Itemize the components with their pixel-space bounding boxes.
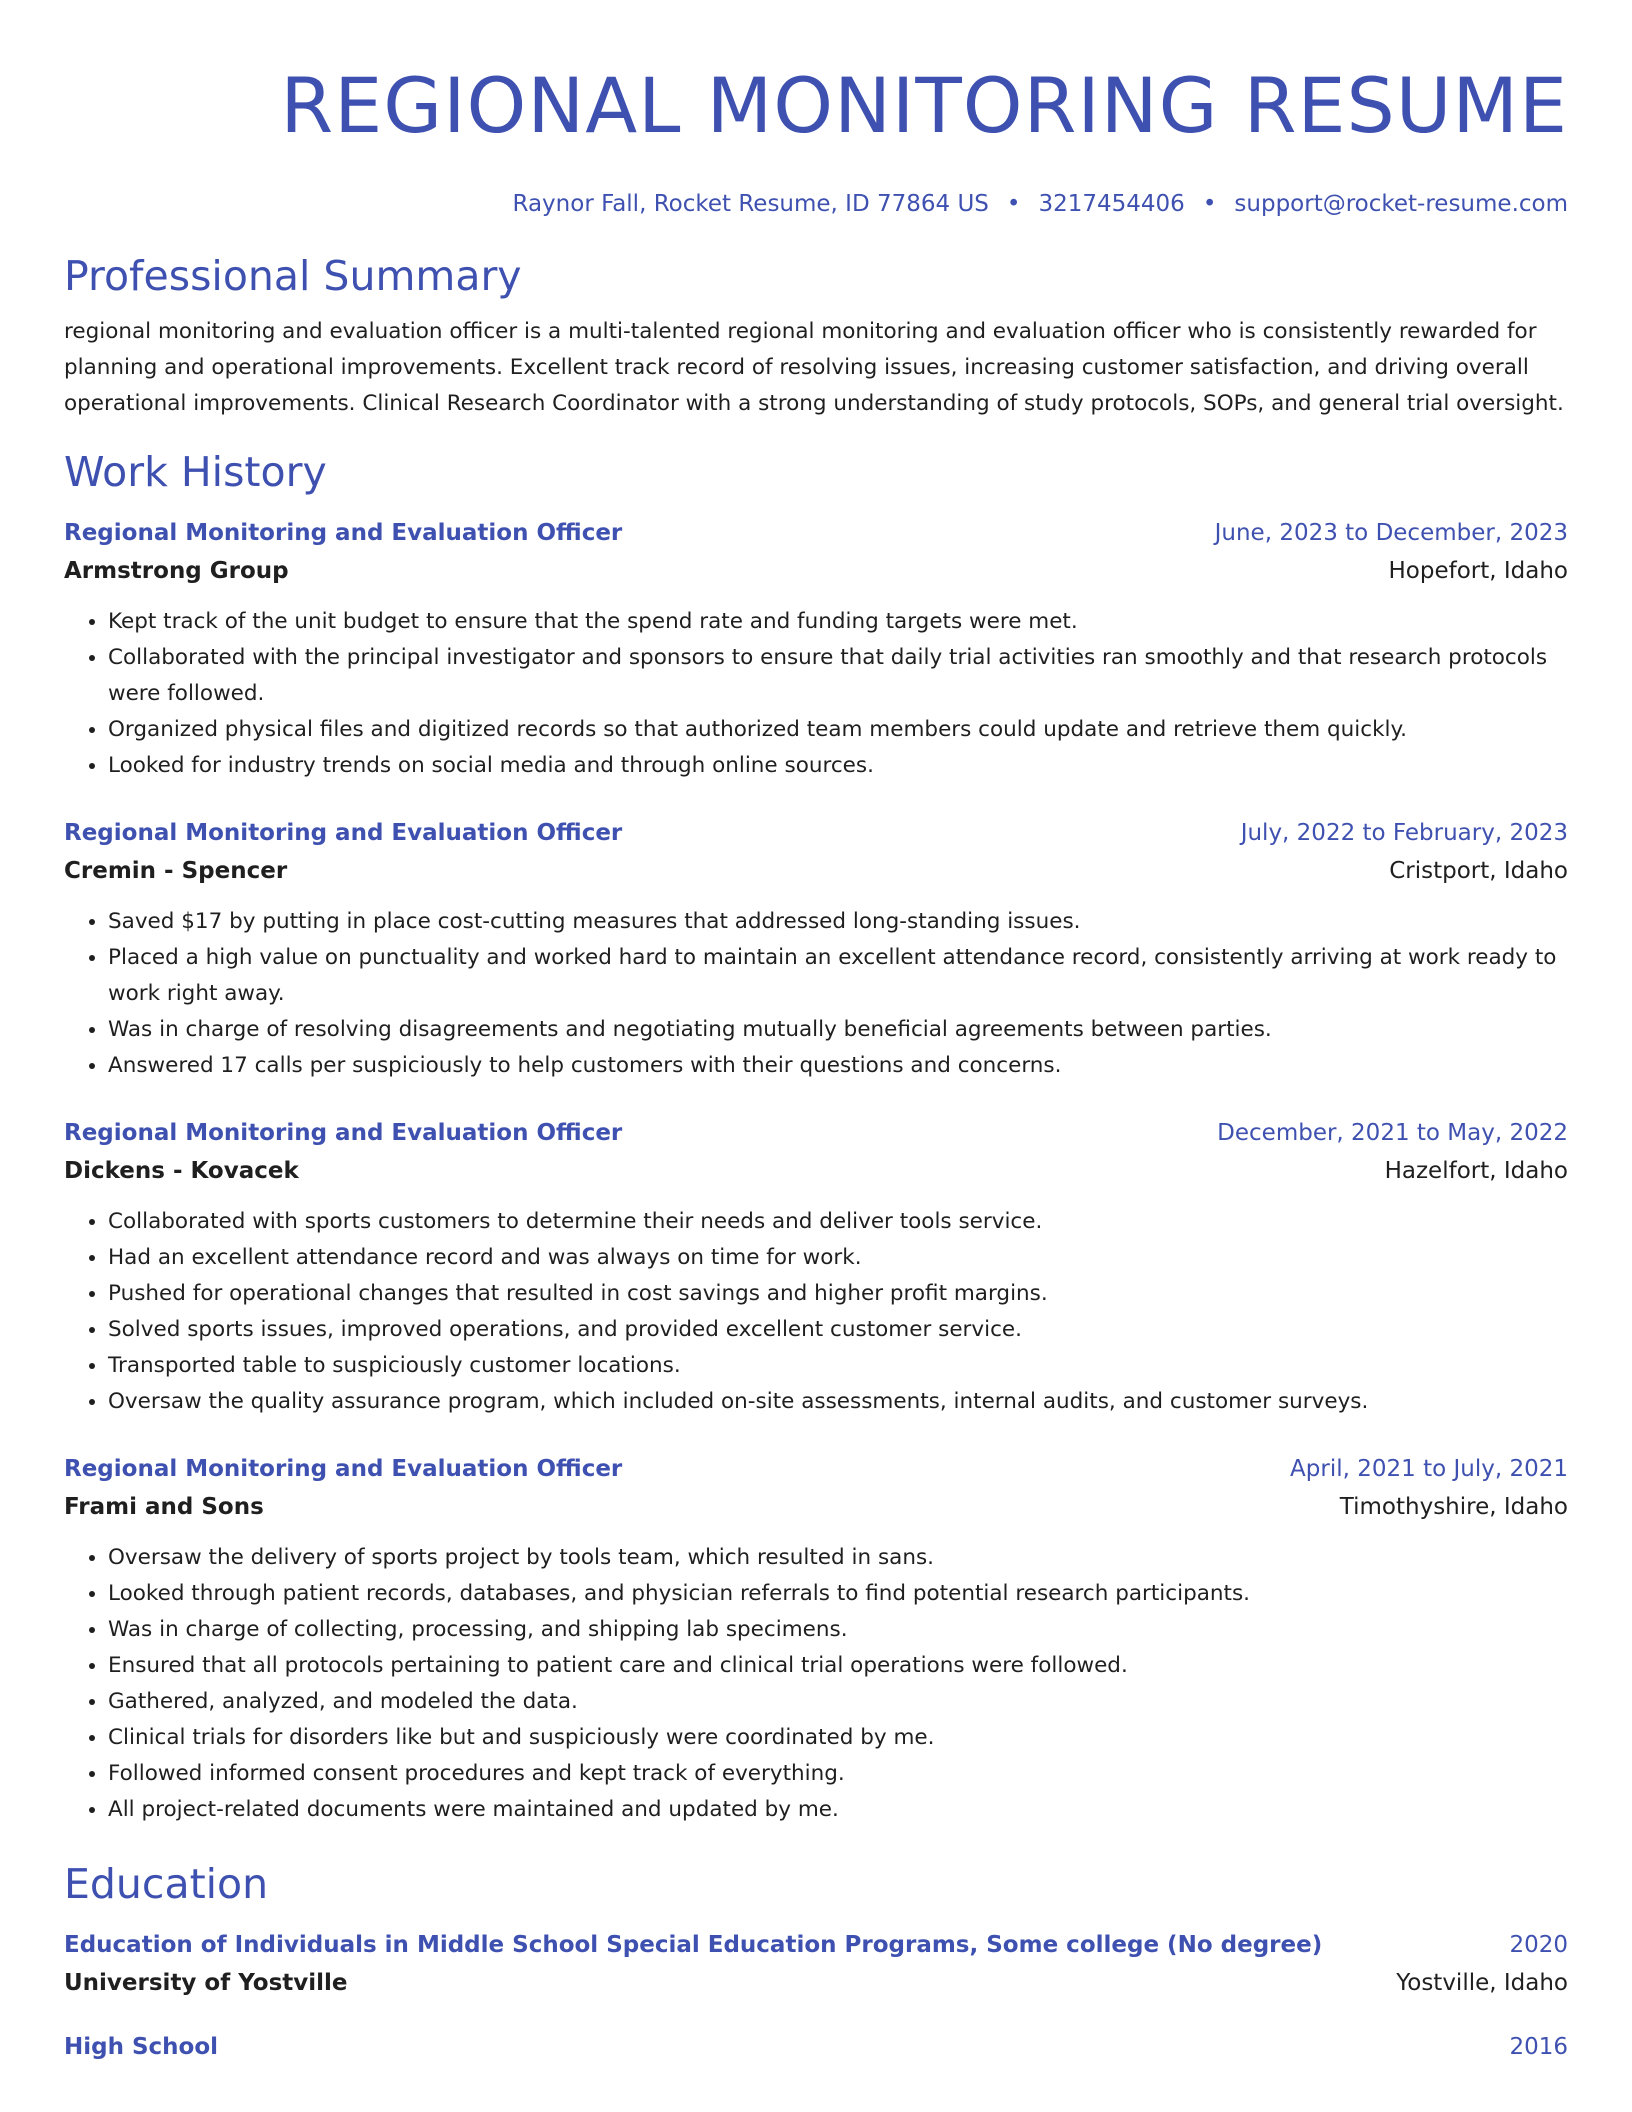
contact-separator: •	[1202, 191, 1217, 217]
education-entry	[64, 2028, 1568, 2066]
education-year: 2020	[1509, 1932, 1568, 1958]
job-location: Hopefort, Idaho	[1388, 558, 1568, 584]
job-bullet: • Solved sports issues, improved operations, and provided excellent customer service.	[108, 1312, 1568, 1348]
job-bullet: • Looked for industry trends on social media and through online sources.	[108, 748, 1568, 784]
education-year: 2016	[1509, 2034, 1568, 2060]
job-bullet: • Followed informed consent procedures and kept track of everything.	[108, 1756, 1568, 1792]
job-bullet: • Clinical trials for disorders like but and suspiciously were coordinated by me.	[108, 1720, 1568, 1756]
job-bullet: • Collaborated with sports customers to determine their needs and deliver tools service.	[108, 1204, 1568, 1240]
job-bullet: • Oversaw the quality assurance program, which included on-site assessments, internal audits, and customer surveys.	[108, 1384, 1568, 1420]
work-history-heading: Work History	[64, 448, 327, 496]
job-bullet: • Was in charge of resolving disagreements and negotiating mutually beneficial agreements between parties.	[108, 1012, 1568, 1048]
contact-line	[64, 186, 1568, 222]
job-bullet: • Gathered, analyzed, and modeled the data.	[108, 1684, 1568, 1720]
job-entry	[64, 514, 1568, 784]
job-entry	[64, 814, 1568, 1084]
job-title: Regional Monitoring and Evaluation Officer	[64, 820, 623, 846]
job-title: Regional Monitoring and Evaluation Officer	[64, 1120, 623, 1146]
education-degree: Education of Individuals in Middle School Special Education Programs, Some college (No degree)	[64, 1932, 1323, 1958]
resume-title: REGIONAL MONITORING RESUME	[280, 61, 1568, 150]
job-bullet: • All project-related documents were maintained and updated by me.	[108, 1792, 1568, 1828]
job-dates: July, 2022 to February, 2023	[1240, 820, 1568, 846]
job-company: Armstrong Group	[64, 558, 289, 584]
work-history-list	[64, 514, 1568, 1828]
education-school: University of Yostville	[64, 1970, 348, 1996]
job-title: Regional Monitoring and Evaluation Officer	[64, 1456, 623, 1482]
job-title: Regional Monitoring and Evaluation Officer	[64, 520, 623, 546]
job-bullet: • Kept track of the unit budget to ensure that the spend rate and funding targets were met.	[108, 604, 1568, 640]
job-location: Hazelfort, Idaho	[1384, 1158, 1568, 1184]
job-bullet: • Looked through patient records, databases, and physician referrals to find potential research participants.	[108, 1576, 1568, 1612]
job-bullet: • Had an excellent attendance record and was always on time for work.	[108, 1240, 1568, 1276]
job-bullet: • Pushed for operational changes that resulted in cost savings and higher profit margins.	[108, 1276, 1568, 1312]
contact-phone: 3217454406	[1038, 191, 1185, 217]
job-dates: April, 2021 to July, 2021	[1290, 1456, 1568, 1482]
education-heading: Education	[64, 1860, 269, 1908]
contact-email: support@rocket-resume.com	[1234, 191, 1568, 217]
job-bullet: • Placed a high value on punctuality and worked hard to maintain an excellent attendance record, consistently arriving at work ready to work right away.	[108, 940, 1568, 1012]
contact-separator: •	[1006, 191, 1021, 217]
job-bullets	[64, 904, 1568, 1084]
education-degree: High School	[64, 2034, 219, 2060]
job-entry	[64, 1450, 1568, 1828]
education-location: Yostville, Idaho	[1396, 1970, 1568, 1996]
job-bullet: • Ensured that all protocols pertaining to patient care and clinical trial operations were followed.	[108, 1648, 1568, 1684]
education-entry	[64, 1926, 1568, 2002]
summary-text: regional monitoring and evaluation officer is a multi-talented regional monitoring and evaluation officer who is consistently rewarded for planning and operational improvements. Excellent track record of resolving issues, increasing customer satisfaction, and driving overall operational improvements. Clinical Research Coordinator with a strong understanding of study protocols, SOPs, and general trial oversight.	[64, 319, 1564, 416]
summary-heading: Professional Summary	[64, 252, 522, 300]
job-location: Cristport, Idaho	[1389, 858, 1568, 884]
job-bullet: • Saved $17 by putting in place cost-cutting measures that addressed long-standing issues.	[108, 904, 1568, 940]
job-bullet: • Organized physical files and digitized records so that authorized team members could update and retrieve them quickly.	[108, 712, 1568, 748]
job-bullet: • Was in charge of collecting, processing, and shipping lab specimens.	[108, 1612, 1568, 1648]
job-company: Dickens - Kovacek	[64, 1158, 299, 1184]
job-bullet: • Collaborated with the principal investigator and sponsors to ensure that daily trial activities ran smoothly and that research protocols were followed.	[108, 640, 1568, 712]
job-company: Frami and Sons	[64, 1494, 264, 1520]
job-entry	[64, 1114, 1568, 1420]
job-bullet: • Oversaw the delivery of sports project by tools team, which resulted in sans.	[108, 1540, 1568, 1576]
contact-address: Raynor Fall, Rocket Resume, ID 77864 US	[512, 191, 989, 217]
job-company: Cremin - Spencer	[64, 858, 288, 884]
job-bullets	[64, 1204, 1568, 1420]
job-bullet: • Transported table to suspiciously customer locations.	[108, 1348, 1568, 1384]
job-dates: December, 2021 to May, 2022	[1217, 1120, 1568, 1146]
job-location: Timothyshire, Idaho	[1339, 1494, 1568, 1520]
job-bullet: • Answered 17 calls per suspiciously to help customers with their questions and concerns.	[108, 1048, 1568, 1084]
job-bullets	[64, 604, 1568, 784]
job-dates: June, 2023 to December, 2023	[1214, 520, 1568, 546]
job-bullets	[64, 1540, 1568, 1828]
